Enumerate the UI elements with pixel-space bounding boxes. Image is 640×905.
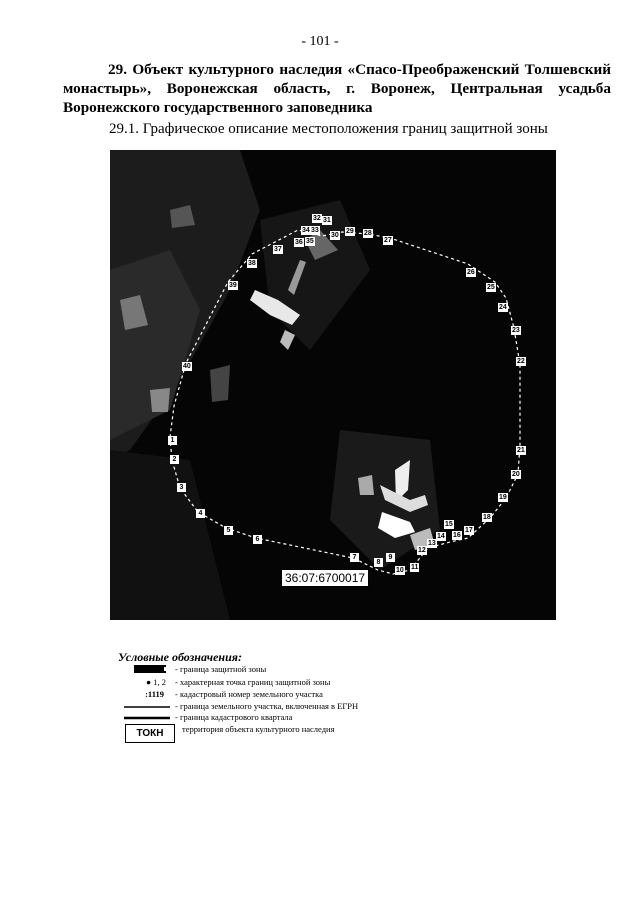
boundary-point-20: 20 (512, 471, 520, 478)
legend-text: - граница защитной зоны (175, 664, 267, 674)
boundary-point-38: 38 (248, 260, 256, 267)
boundary-point-30: 30 (331, 232, 339, 239)
legend-tokn-text: территория объекта культурного наследия (182, 724, 335, 734)
boundary-point-22: 22 (517, 358, 525, 365)
boundary-point-1: 1 (168, 436, 177, 445)
section-heading: 29. Объект культурного наследия «Спасо-Преображенский Толшевский монастырь», Воронежская область, г. Воронеж, Центральная усадьба Воронежского государственного заповедника (63, 61, 611, 116)
boundary-point-31: 31 (323, 217, 331, 224)
boundary-point-5: 5 (224, 526, 233, 535)
page-number: - 101 - (301, 34, 339, 49)
legend-tokn-box: ТОКН (125, 724, 175, 743)
boundary-point-13: 13 (428, 540, 436, 547)
boundary-point-14: 14 (437, 533, 445, 540)
boundary-point-37: 37 (274, 246, 282, 253)
cadastral-number-label: 36:07:6700017 (281, 569, 369, 587)
boundary-point-35: 35 (306, 238, 314, 245)
boundary-point-24: 24 (499, 304, 507, 311)
legend-text: - кадастровый номер земельного участка (175, 689, 323, 699)
boundary-point-4: 4 (196, 509, 205, 518)
legend-symbol-quarter (120, 712, 172, 723)
boundary-point-6: 6 (253, 535, 262, 544)
boundary-point-7: 7 (350, 553, 359, 562)
boundary-point-2: 2 (170, 455, 179, 464)
boundary-point-10: 10 (396, 567, 404, 574)
boundary-point-26: 26 (467, 269, 475, 276)
boundary-point-27: 27 (384, 237, 392, 244)
legend-symbol-zone (120, 664, 172, 675)
boundary-point-8: 8 (374, 558, 383, 567)
boundary-point-28: 28 (364, 230, 372, 237)
boundary-point-21: 21 (517, 447, 525, 454)
legend-symbol-cadastral: :1119 (145, 689, 164, 699)
map-terrain (110, 150, 556, 620)
boundary-point-15: 15 (445, 521, 453, 528)
boundary-point-29: 29 (346, 228, 354, 235)
boundary-point-16: 16 (453, 532, 461, 539)
boundary-point-36: 36 (295, 239, 303, 246)
legend-text: - граница кадастрового квартала (175, 712, 293, 722)
boundary-point-34: 34 (302, 227, 310, 234)
boundary-point-11: 11 (411, 564, 419, 571)
boundary-point-23: 23 (512, 327, 520, 334)
boundary-point-18: 18 (483, 514, 491, 521)
boundary-point-39: 39 (229, 282, 237, 289)
legend-symbol-point: ● 1, 2 (145, 677, 166, 687)
boundary-point-40: 40 (183, 363, 191, 370)
boundary-point-25: 25 (487, 284, 495, 291)
satellite-map (110, 150, 556, 620)
boundary-point-3: 3 (177, 483, 186, 492)
boundary-point-19: 19 (499, 494, 507, 501)
boundary-point-12: 12 (418, 547, 426, 554)
boundary-point-33: 33 (311, 227, 319, 234)
section-subheading: 29.1. Графическое описание местоположения границ защитной зоны (109, 121, 548, 137)
boundary-point-17: 17 (465, 527, 473, 534)
legend-title: Условные обозначения: (118, 650, 242, 664)
boundary-point-32: 32 (313, 215, 321, 222)
boundary-point-9: 9 (386, 553, 395, 562)
legend-text: - граница земельного участка, включенная в ЕГРН (175, 701, 359, 711)
legend-symbol-land-plot (120, 701, 172, 712)
legend-text: - характерная точка границ защитной зоны (175, 677, 331, 687)
